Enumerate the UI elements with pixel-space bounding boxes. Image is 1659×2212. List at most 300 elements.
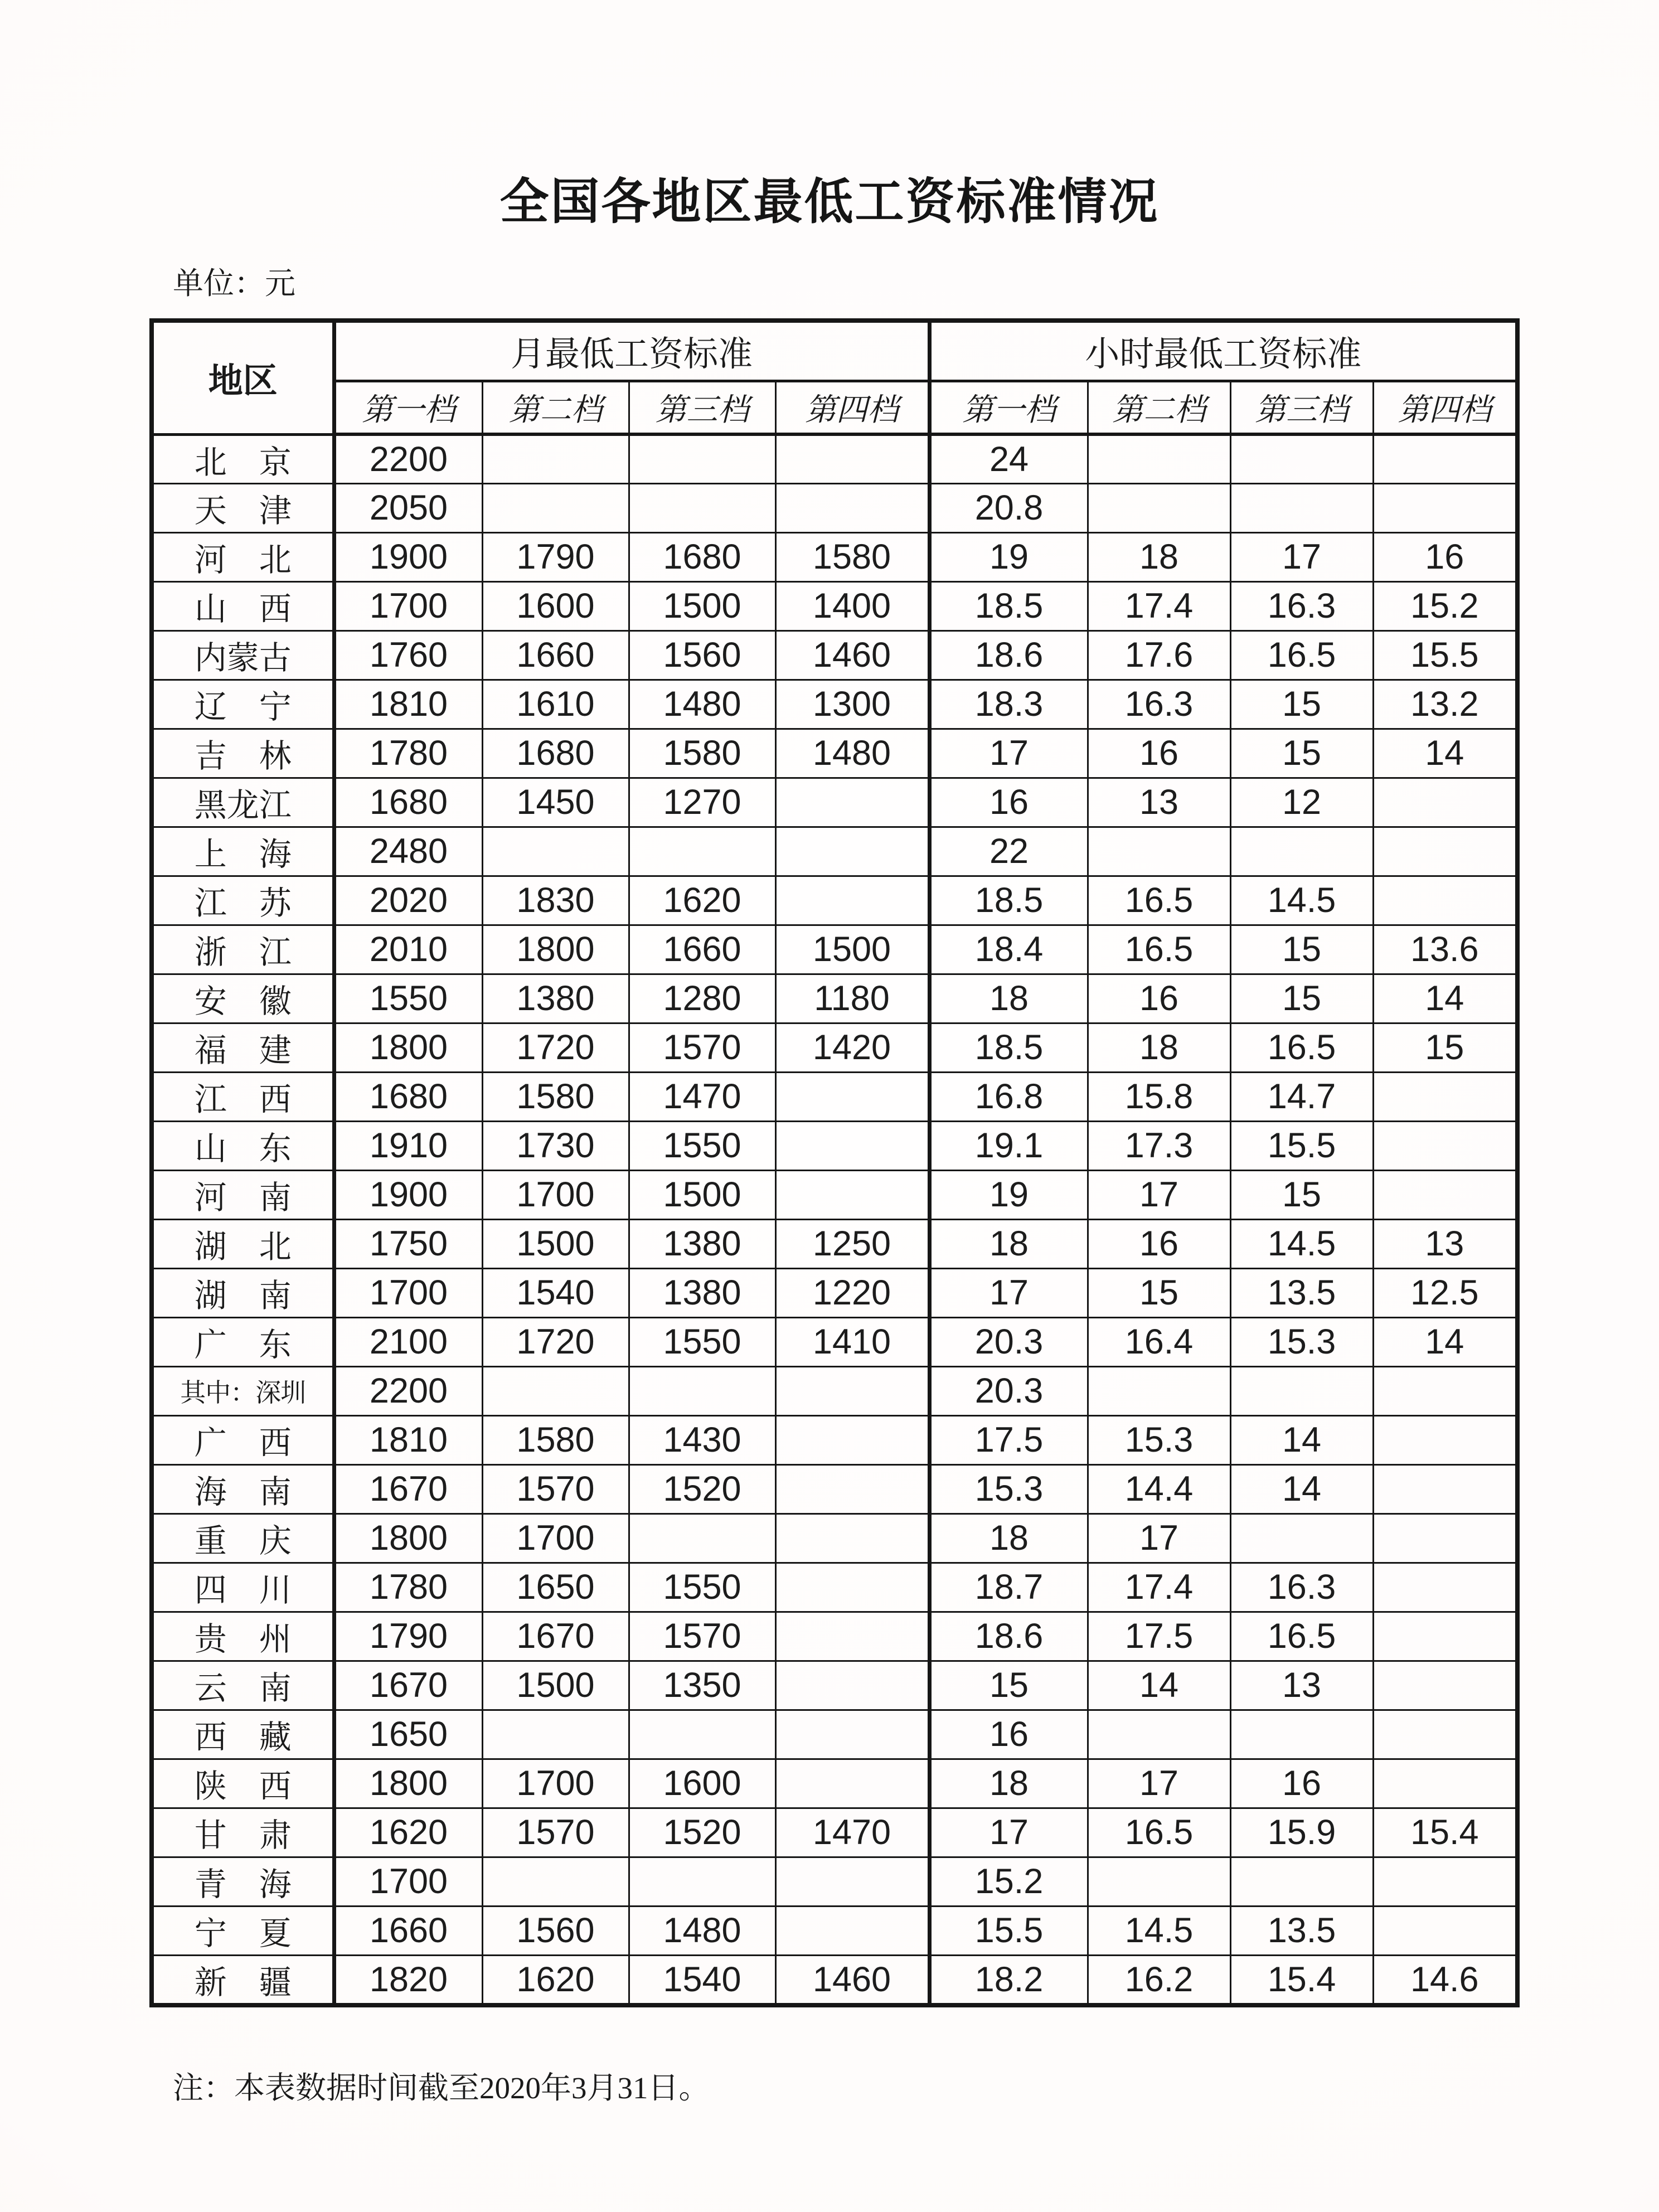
region-cell: 陕 西 <box>152 1759 334 1808</box>
monthly-value-cell: 1600 <box>629 1759 775 1808</box>
hourly-value-cell <box>1373 1072 1517 1121</box>
table-row <box>152 680 1517 729</box>
hourly-value-cell: 19 <box>929 532 1088 581</box>
hourly-value-cell: 13.2 <box>1373 680 1517 729</box>
monthly-value-cell: 1800 <box>334 1759 482 1808</box>
region-cell: 海 南 <box>152 1464 334 1514</box>
hourly-value-cell: 15.5 <box>1373 630 1517 680</box>
monthly-value-cell: 1680 <box>482 729 629 778</box>
hourly-value-cell: 20.8 <box>929 483 1088 532</box>
unit-label: 单位：元 <box>173 266 296 300</box>
hourly-value-cell <box>1373 1857 1517 1906</box>
hourly-value-cell <box>1373 1612 1517 1661</box>
table-row <box>152 1514 1517 1563</box>
monthly-value-cell: 1780 <box>334 729 482 778</box>
region-cell: 贵 州 <box>152 1612 334 1661</box>
region-column-header: 地区 <box>152 321 334 434</box>
monthly-value-cell: 1380 <box>629 1219 775 1268</box>
region-cell: 福 建 <box>152 1023 334 1072</box>
hourly-value-cell: 13.5 <box>1230 1268 1373 1317</box>
monthly-value-cell <box>775 1759 929 1808</box>
table-body <box>152 434 1517 2005</box>
table-row <box>152 1072 1517 1121</box>
hourly-value-cell: 14 <box>1373 1317 1517 1366</box>
hourly-value-cell: 17.6 <box>1088 630 1230 680</box>
monthly-value-cell: 1810 <box>334 1415 482 1464</box>
region-cell: 云 南 <box>152 1661 334 1710</box>
monthly-value-cell: 1800 <box>334 1514 482 1563</box>
hourly-value-cell: 20.3 <box>929 1317 1088 1366</box>
monthly-value-cell <box>775 1857 929 1906</box>
monthly-value-cell <box>482 434 629 483</box>
monthly-value-cell: 1700 <box>334 581 482 630</box>
region-cell: 河 南 <box>152 1170 334 1219</box>
monthly-value-cell: 1250 <box>775 1219 929 1268</box>
monthly-value-cell <box>775 876 929 925</box>
table-row <box>152 925 1517 974</box>
hourly-value-cell: 16 <box>1230 1759 1373 1808</box>
monthly-value-cell: 1430 <box>629 1415 775 1464</box>
monthly-value-cell: 1900 <box>334 532 482 581</box>
monthly-value-cell: 2480 <box>334 827 482 876</box>
hourly-value-cell <box>1373 1563 1517 1612</box>
monthly-value-cell: 1550 <box>629 1563 775 1612</box>
monthly-value-cell <box>775 778 929 827</box>
hourly-value-cell: 18.6 <box>929 1612 1088 1661</box>
table-row <box>152 1023 1517 1072</box>
hourly-value-cell: 15 <box>929 1661 1088 1710</box>
hourly-value-cell: 16 <box>1088 1219 1230 1268</box>
hourly-value-cell <box>1230 1710 1373 1759</box>
table-row <box>152 1710 1517 1759</box>
monthly-value-cell <box>629 1710 775 1759</box>
monthly-value-cell <box>629 1366 775 1415</box>
hourly-value-cell: 17 <box>1088 1759 1230 1808</box>
monthly-value-cell <box>775 1906 929 1955</box>
monthly-value-cell: 1730 <box>482 1121 629 1170</box>
page-title: 全国各地区最低工资标准情况 <box>499 174 1160 229</box>
hourly-value-cell: 18.6 <box>929 630 1088 680</box>
table-row <box>152 1857 1517 1906</box>
hourly-value-cell: 13 <box>1230 1661 1373 1710</box>
monthly-value-cell: 1480 <box>775 729 929 778</box>
hourly-value-cell: 17.5 <box>1088 1612 1230 1661</box>
hourly-value-cell: 17.4 <box>1088 581 1230 630</box>
monthly-value-cell: 1790 <box>334 1612 482 1661</box>
monthly-value-cell: 1500 <box>629 1170 775 1219</box>
hourly-value-cell: 17 <box>1230 532 1373 581</box>
monthly-value-cell: 1350 <box>629 1661 775 1710</box>
region-cell: 上 海 <box>152 827 334 876</box>
region-cell: 黑龙江 <box>152 778 334 827</box>
hourly-value-cell: 16 <box>929 1710 1088 1759</box>
monthly-value-cell <box>629 1857 775 1906</box>
monthly-value-cell: 1910 <box>334 1121 482 1170</box>
hourly-value-cell: 16.5 <box>1088 925 1230 974</box>
hourly-value-cell: 16.5 <box>1088 1808 1230 1857</box>
hourly-value-cell <box>1373 1514 1517 1563</box>
table-row <box>152 581 1517 630</box>
hourly-value-cell: 13 <box>1373 1219 1517 1268</box>
table-row <box>152 1563 1517 1612</box>
region-cell: 浙 江 <box>152 925 334 974</box>
hourly-value-cell: 14.7 <box>1230 1072 1373 1121</box>
monthly-value-cell <box>775 1612 929 1661</box>
monthly-value-cell: 1660 <box>629 925 775 974</box>
monthly-value-cell: 1670 <box>334 1661 482 1710</box>
hourly-value-cell: 15.2 <box>1373 581 1517 630</box>
table-row <box>152 778 1517 827</box>
hourly-value-cell: 15 <box>1088 1268 1230 1317</box>
hourly-value-cell: 16.3 <box>1088 680 1230 729</box>
table-row <box>152 1955 1517 2005</box>
table-row <box>152 729 1517 778</box>
hourly-value-cell: 18 <box>929 1514 1088 1563</box>
monthly-value-cell: 1500 <box>482 1219 629 1268</box>
monthly-value-cell: 1760 <box>334 630 482 680</box>
region-cell: 重 庆 <box>152 1514 334 1563</box>
monthly-value-cell: 1700 <box>482 1514 629 1563</box>
hourly-value-cell: 22 <box>929 827 1088 876</box>
monthly-value-cell: 1580 <box>629 729 775 778</box>
monthly-value-cell: 1450 <box>482 778 629 827</box>
monthly-value-cell: 1380 <box>629 1268 775 1317</box>
hourly-value-cell: 17 <box>1088 1514 1230 1563</box>
table-row <box>152 1219 1517 1268</box>
hourly-value-cell: 13.5 <box>1230 1906 1373 1955</box>
region-cell: 广 西 <box>152 1415 334 1464</box>
hourly-value-cell: 19 <box>929 1170 1088 1219</box>
monthly-value-cell: 1420 <box>775 1023 929 1072</box>
hourly-value-cell: 24 <box>929 434 1088 483</box>
table-row <box>152 1612 1517 1661</box>
table-row <box>152 1808 1517 1857</box>
hourly-value-cell: 14 <box>1373 729 1517 778</box>
monthly-value-cell: 1600 <box>482 581 629 630</box>
monthly-value-cell: 1790 <box>482 532 629 581</box>
monthly-value-cell: 1680 <box>334 1072 482 1121</box>
monthly-value-cell: 1480 <box>629 680 775 729</box>
hourly-value-cell: 15.8 <box>1088 1072 1230 1121</box>
monthly-value-cell: 1180 <box>775 974 929 1023</box>
monthly-value-cell: 1550 <box>629 1121 775 1170</box>
hourly-value-cell: 17.4 <box>1088 1563 1230 1612</box>
monthly-value-cell: 1700 <box>482 1170 629 1219</box>
region-cell: 内蒙古 <box>152 630 334 680</box>
monthly-value-cell: 1800 <box>334 1023 482 1072</box>
hourly-value-cell <box>1373 778 1517 827</box>
monthly-value-cell: 1220 <box>775 1268 929 1317</box>
hourly-value-cell <box>1373 1710 1517 1759</box>
hourly-value-cell: 18.7 <box>929 1563 1088 1612</box>
monthly-value-cell: 1520 <box>629 1808 775 1857</box>
monthly-value-cell <box>482 827 629 876</box>
hourly-value-cell: 18.2 <box>929 1955 1088 2005</box>
hourly-value-cell <box>1373 1366 1517 1415</box>
hourly-value-cell: 15.5 <box>1230 1121 1373 1170</box>
table-row <box>152 1121 1517 1170</box>
monthly-value-cell: 1620 <box>482 1955 629 2005</box>
hourly-value-cell <box>1230 1366 1373 1415</box>
hourly-value-cell: 15.3 <box>1230 1317 1373 1366</box>
hourly-value-cell: 16.4 <box>1088 1317 1230 1366</box>
footnote: 注：本表数据时间截至2020年3月31日。 <box>173 2070 710 2105</box>
hourly-value-cell <box>1230 827 1373 876</box>
hourly-value-cell: 18 <box>929 974 1088 1023</box>
monthly-value-cell: 1470 <box>775 1808 929 1857</box>
monthly-value-cell: 1480 <box>629 1906 775 1955</box>
hourly-value-cell: 18.4 <box>929 925 1088 974</box>
table-row <box>152 1906 1517 1955</box>
hourly-value-cell <box>1088 1710 1230 1759</box>
region-cell: 江 苏 <box>152 876 334 925</box>
monthly-value-cell: 1500 <box>775 925 929 974</box>
hourly-value-cell: 12 <box>1230 778 1373 827</box>
hourly-value-cell: 14.5 <box>1230 876 1373 925</box>
table-row <box>152 434 1517 483</box>
monthly-value-cell <box>775 1464 929 1514</box>
monthly-value-cell: 1520 <box>629 1464 775 1514</box>
hourly-value-cell: 20.3 <box>929 1366 1088 1415</box>
hourly-value-cell <box>1088 483 1230 532</box>
tier-header-monthly-2: 第二档 <box>482 381 629 434</box>
tier-header-row <box>152 381 1517 434</box>
monthly-value-cell: 1900 <box>334 1170 482 1219</box>
hourly-value-cell: 15.3 <box>929 1464 1088 1514</box>
monthly-value-cell <box>482 1366 629 1415</box>
hourly-value-cell: 17 <box>1088 1170 1230 1219</box>
monthly-value-cell: 1700 <box>482 1759 629 1808</box>
hourly-value-cell <box>1230 434 1373 483</box>
region-cell: 新 疆 <box>152 1955 334 2005</box>
table-row <box>152 1268 1517 1317</box>
monthly-value-cell: 1280 <box>629 974 775 1023</box>
monthly-value-cell: 1400 <box>775 581 929 630</box>
monthly-value-cell <box>775 1170 929 1219</box>
hourly-value-cell: 14.5 <box>1088 1906 1230 1955</box>
hourly-value-cell: 15.4 <box>1373 1808 1517 1857</box>
monthly-value-cell: 1830 <box>482 876 629 925</box>
hourly-value-cell: 14 <box>1373 974 1517 1023</box>
hourly-value-cell: 18 <box>1088 532 1230 581</box>
table-row <box>152 1366 1517 1415</box>
monthly-value-cell: 1500 <box>629 581 775 630</box>
hourly-value-cell: 17.5 <box>929 1415 1088 1464</box>
region-cell: 甘 肃 <box>152 1808 334 1857</box>
hourly-value-cell: 16 <box>1088 974 1230 1023</box>
hourly-value-cell <box>1373 483 1517 532</box>
monthly-value-cell: 1270 <box>629 778 775 827</box>
monthly-value-cell: 1550 <box>629 1317 775 1366</box>
hourly-value-cell: 16.5 <box>1088 876 1230 925</box>
monthly-value-cell: 1780 <box>334 1563 482 1612</box>
hourly-value-cell: 15.9 <box>1230 1808 1373 1857</box>
hourly-value-cell: 16.5 <box>1230 1023 1373 1072</box>
table-row <box>152 1317 1517 1366</box>
monthly-value-cell: 1500 <box>482 1661 629 1710</box>
monthly-value-cell: 2050 <box>334 483 482 532</box>
monthly-value-cell: 1750 <box>334 1219 482 1268</box>
hourly-value-cell: 13 <box>1088 778 1230 827</box>
hourly-value-cell: 17 <box>929 729 1088 778</box>
region-cell: 北 京 <box>152 434 334 483</box>
region-cell: 其中：深圳 <box>152 1366 334 1415</box>
hourly-value-cell: 17.3 <box>1088 1121 1230 1170</box>
monthly-value-cell: 1560 <box>629 630 775 680</box>
monthly-value-cell: 1580 <box>482 1072 629 1121</box>
region-cell: 河 北 <box>152 532 334 581</box>
monthly-value-cell <box>775 1121 929 1170</box>
monthly-value-cell <box>482 1857 629 1906</box>
hourly-value-cell: 18 <box>929 1759 1088 1808</box>
tier-header-monthly-3: 第三档 <box>629 381 775 434</box>
monthly-value-cell: 1810 <box>334 680 482 729</box>
tier-header-hourly-1: 第一档 <box>929 381 1088 434</box>
hourly-value-cell <box>1088 1857 1230 1906</box>
table-row <box>152 1661 1517 1710</box>
hourly-value-cell <box>1088 434 1230 483</box>
monthly-value-cell: 1580 <box>482 1415 629 1464</box>
monthly-value-cell: 1300 <box>775 680 929 729</box>
hourly-value-cell: 18.5 <box>929 1023 1088 1072</box>
region-cell: 广 东 <box>152 1317 334 1366</box>
hourly-value-cell: 14 <box>1230 1464 1373 1514</box>
hourly-value-cell: 19.1 <box>929 1121 1088 1170</box>
hourly-value-cell: 15 <box>1230 729 1373 778</box>
region-cell: 山 东 <box>152 1121 334 1170</box>
region-cell: 湖 北 <box>152 1219 334 1268</box>
monthly-value-cell: 2200 <box>334 434 482 483</box>
hourly-value-cell <box>1373 1759 1517 1808</box>
wage-table <box>149 318 1520 2007</box>
hourly-value-cell <box>1373 1415 1517 1464</box>
monthly-value-cell <box>629 827 775 876</box>
hourly-value-cell <box>1373 827 1517 876</box>
tier-header-monthly-1: 第一档 <box>334 381 482 434</box>
monthly-value-cell: 1650 <box>334 1710 482 1759</box>
hourly-value-cell <box>1373 1464 1517 1514</box>
hourly-value-cell <box>1230 1857 1373 1906</box>
hourly-value-cell <box>1373 1661 1517 1710</box>
region-cell: 四 川 <box>152 1563 334 1612</box>
hourly-value-cell: 14.4 <box>1088 1464 1230 1514</box>
hourly-value-cell: 14 <box>1088 1661 1230 1710</box>
monthly-value-cell: 2010 <box>334 925 482 974</box>
monthly-value-cell <box>775 1072 929 1121</box>
hourly-value-cell: 14 <box>1230 1415 1373 1464</box>
hourly-value-cell: 16.2 <box>1088 1955 1230 2005</box>
table-row <box>152 1170 1517 1219</box>
hourly-value-cell: 16.3 <box>1230 1563 1373 1612</box>
monthly-value-cell: 1660 <box>482 630 629 680</box>
monthly-value-cell: 1680 <box>629 532 775 581</box>
monthly-value-cell: 1720 <box>482 1317 629 1366</box>
hourly-value-cell: 18 <box>1088 1023 1230 1072</box>
hourly-value-cell: 15 <box>1230 1170 1373 1219</box>
monthly-value-cell: 1470 <box>629 1072 775 1121</box>
hourly-value-cell <box>1088 827 1230 876</box>
monthly-value-cell <box>629 434 775 483</box>
tier-header-hourly-2: 第二档 <box>1088 381 1230 434</box>
region-cell: 辽 宁 <box>152 680 334 729</box>
monthly-value-cell: 1650 <box>482 1563 629 1612</box>
monthly-value-cell: 1820 <box>334 1955 482 2005</box>
hourly-value-cell <box>1373 1121 1517 1170</box>
region-cell: 青 海 <box>152 1857 334 1906</box>
region-cell: 安 徽 <box>152 974 334 1023</box>
hourly-value-cell: 16.8 <box>929 1072 1088 1121</box>
hourly-value-cell: 15.4 <box>1230 1955 1373 2005</box>
hourly-value-cell: 15 <box>1373 1023 1517 1072</box>
tier-header-hourly-3: 第三档 <box>1230 381 1373 434</box>
monthly-value-cell: 1610 <box>482 680 629 729</box>
monthly-value-cell <box>629 483 775 532</box>
hourly-value-cell: 14.6 <box>1373 1955 1517 2005</box>
hourly-value-cell <box>1373 1170 1517 1219</box>
monthly-value-cell: 1620 <box>334 1808 482 1857</box>
table-row <box>152 1464 1517 1514</box>
hourly-value-cell: 16 <box>1373 532 1517 581</box>
monthly-value-cell: 1380 <box>482 974 629 1023</box>
region-cell: 天 津 <box>152 483 334 532</box>
hourly-value-cell: 18.5 <box>929 876 1088 925</box>
tier-header-hourly-4: 第四档 <box>1373 381 1517 434</box>
monthly-value-cell: 1800 <box>482 925 629 974</box>
hourly-value-cell <box>1230 483 1373 532</box>
hourly-value-cell: 15.3 <box>1088 1415 1230 1464</box>
group-header-monthly: 月最低工资标准 <box>334 321 929 381</box>
monthly-value-cell: 2200 <box>334 1366 482 1415</box>
hourly-value-cell: 17 <box>929 1808 1088 1857</box>
monthly-value-cell: 1700 <box>334 1857 482 1906</box>
hourly-value-cell: 18.3 <box>929 680 1088 729</box>
table-row <box>152 1415 1517 1464</box>
region-cell: 西 藏 <box>152 1710 334 1759</box>
table-row <box>152 827 1517 876</box>
table-header <box>152 321 1517 434</box>
group-header-row <box>152 321 1517 381</box>
group-header-hourly: 小时最低工资标准 <box>929 321 1517 381</box>
tier-header-monthly-4: 第四档 <box>775 381 929 434</box>
hourly-value-cell <box>1230 1514 1373 1563</box>
hourly-value-cell: 15.5 <box>929 1906 1088 1955</box>
monthly-value-cell <box>775 1710 929 1759</box>
monthly-value-cell <box>775 434 929 483</box>
hourly-value-cell <box>1088 1366 1230 1415</box>
table-row <box>152 1759 1517 1808</box>
region-cell: 湖 南 <box>152 1268 334 1317</box>
monthly-value-cell <box>629 1514 775 1563</box>
hourly-value-cell: 16.5 <box>1230 630 1373 680</box>
monthly-value-cell: 1460 <box>775 630 929 680</box>
region-cell: 山 西 <box>152 581 334 630</box>
hourly-value-cell: 13.6 <box>1373 925 1517 974</box>
monthly-value-cell: 1570 <box>482 1808 629 1857</box>
monthly-value-cell: 1580 <box>775 532 929 581</box>
monthly-value-cell: 2020 <box>334 876 482 925</box>
hourly-value-cell: 16.5 <box>1230 1612 1373 1661</box>
hourly-value-cell: 15 <box>1230 925 1373 974</box>
monthly-value-cell: 1570 <box>629 1023 775 1072</box>
hourly-value-cell: 12.5 <box>1373 1268 1517 1317</box>
monthly-value-cell <box>775 827 929 876</box>
region-cell: 宁 夏 <box>152 1906 334 1955</box>
monthly-value-cell <box>775 1366 929 1415</box>
monthly-value-cell <box>482 1710 629 1759</box>
table-row <box>152 974 1517 1023</box>
monthly-value-cell: 1620 <box>629 876 775 925</box>
monthly-value-cell: 1680 <box>334 778 482 827</box>
